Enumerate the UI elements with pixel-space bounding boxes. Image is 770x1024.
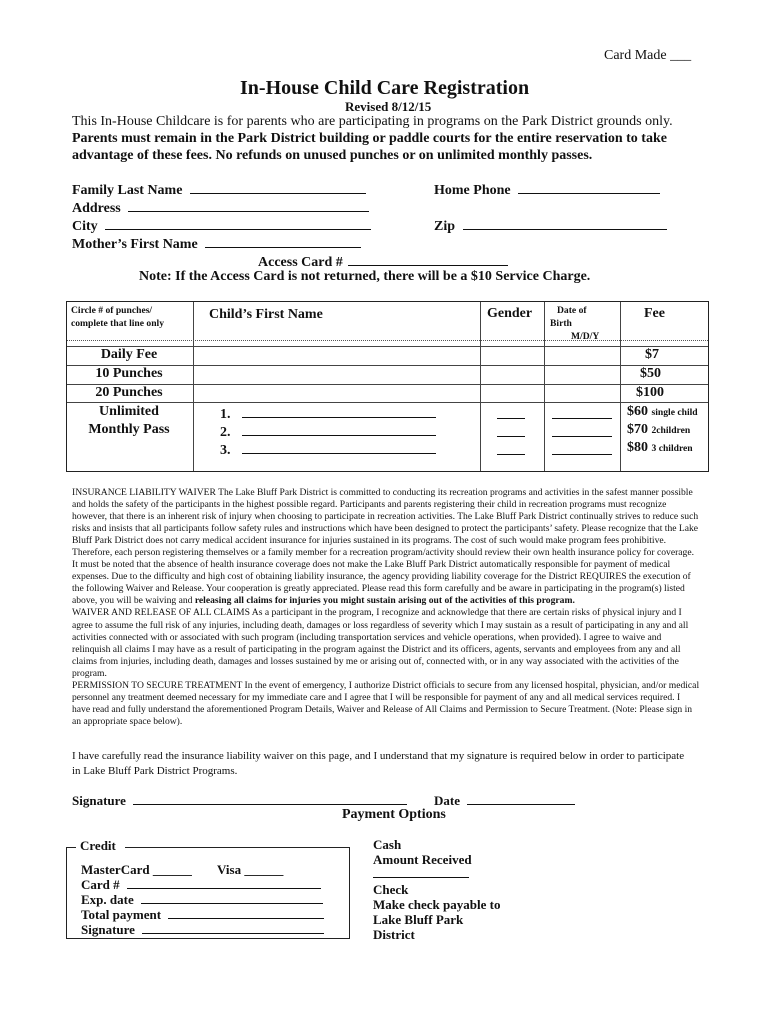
table-divider <box>620 302 621 471</box>
credit-box-top-right <box>125 847 350 848</box>
visa-option[interactable]: Visa ______ <box>217 862 284 877</box>
child-3-dob-line[interactable] <box>552 441 612 455</box>
credit-label: Credit <box>80 838 116 853</box>
home-phone-line[interactable] <box>518 180 660 194</box>
city-label: City <box>72 219 98 234</box>
intro-line-2: Parents must remain in the Park District building or paddle courts for the entire reservation to take <box>72 131 667 146</box>
revised-date: Revised 8/12/15 <box>345 99 432 114</box>
family-last-name-line[interactable] <box>190 180 366 194</box>
child-3-name-line[interactable] <box>242 440 436 454</box>
card-number-label: Card # <box>81 877 120 892</box>
table-row-divider <box>67 402 708 403</box>
table-divider <box>544 302 545 471</box>
exp-date-line[interactable] <box>141 892 323 904</box>
insurance-liability-waiver-bold: releasing all claims for injuries you might sustain arising out of the activities of this program. <box>194 595 575 607</box>
fee-two-children-note: 2children <box>651 425 691 436</box>
page-title: In-House Child Care Registration <box>240 77 530 99</box>
total-payment-label: Total payment <box>81 907 162 922</box>
mothers-first-name-label: Mother’s First Name <box>72 237 198 252</box>
credit-signature-label: Signature <box>81 922 135 937</box>
child-3-gender-line[interactable] <box>497 441 525 455</box>
row-label-unlimited[interactable]: Unlimited <box>99 404 159 419</box>
insurance-liability-waiver <box>72 487 700 607</box>
mothers-first-name-field[interactable] <box>72 234 361 253</box>
header-gender: Gender <box>487 306 533 321</box>
fee-three-children-amount: $80 <box>627 440 648 455</box>
credit-signature-line[interactable] <box>142 922 324 934</box>
amount-received-label: Amount Received <box>373 852 472 867</box>
amount-received-line[interactable] <box>373 867 469 878</box>
home-phone-label: Home Phone <box>434 183 511 198</box>
insurance-liability-waiver-body: INSURANCE LIABILITY WAIVER The Lake Bluff Park District is committed to conducting its recreation programs and activities in the safest manner possible and holds the safety of the participants in the highest possible regard. Participants and parents registering their child in recreation programs must recognize however, that there is an inherent risk of injury when choosing to participate in recreation activities. The Lake Bluff Park District continually strives to reduce such risks and insists that all participants follow safety rules and instructions which have been designed to protect the participants’ safety. Please recognize that the Lake Bluff Park District does not carry medical accident insurance for injuries sustained in its programs. The cost of such would make program fees prohibitive. Therefore, each person registering themselves or a family member for a recreation program/activity should review their own health insurance policy for coverage. It must be noted that the absence of health insurance coverage does not make the Lake Bluff Park District automatically responsible for payment of medical expenses. Due to the difficulty and high cost of obtaining liability insurance, the agency providing liability coverage for the District REQUIRES the execution of the following Waiver and Release. Your cooperation is greatly appreciated. Please read this form carefully and be aware in participating in the program(s) listed above, you will be waiving and <box>72 487 699 607</box>
address-label: Address <box>72 201 121 216</box>
check-payable-line-2: Lake Bluff Park <box>373 912 464 927</box>
header-birth: Birth <box>550 318 572 329</box>
date-line[interactable] <box>467 791 575 805</box>
family-last-name-label: Family Last Name <box>72 183 183 198</box>
row-label-10-punches[interactable]: 10 Punches <box>95 366 163 381</box>
row-label-monthly-pass[interactable]: Monthly Pass <box>88 422 170 437</box>
row-label-daily-fee[interactable]: Daily Fee <box>100 347 158 362</box>
child-1-gender-line[interactable] <box>497 405 525 419</box>
child-1-name-line[interactable] <box>242 404 436 418</box>
header-date-of: Date of <box>557 305 587 316</box>
child-2-dob-line[interactable] <box>552 423 612 437</box>
zip-label: Zip <box>434 219 456 234</box>
fee-two-children-amount: $70 <box>627 422 648 437</box>
fee-daily: $7 <box>645 347 659 362</box>
city-line[interactable] <box>105 216 371 230</box>
fee-two-children <box>627 422 690 438</box>
exp-date-field[interactable] <box>81 892 323 908</box>
fee-three-children-note: 3 children <box>651 443 693 454</box>
waiver-text <box>72 487 700 728</box>
access-card-line[interactable] <box>348 252 508 266</box>
total-payment-line[interactable] <box>168 907 324 919</box>
child-1-number: 1. <box>220 407 231 422</box>
address-field[interactable] <box>72 198 369 217</box>
signature-label: Signature <box>72 793 126 808</box>
address-line[interactable] <box>128 198 369 212</box>
fee-single-child-note: single child <box>651 407 698 418</box>
card-made-field[interactable]: Card Made ___ <box>604 48 692 63</box>
child-1-dob-line[interactable] <box>552 405 612 419</box>
child-3-number: 3. <box>220 443 231 458</box>
intro-line-1: This In-House Childcare is for parents who are participating in programs on the Park District grounds only. <box>72 114 673 129</box>
exp-date-label: Exp. date <box>81 892 134 907</box>
date-label: Date <box>434 793 460 808</box>
row-label-20-punches[interactable]: 20 Punches <box>95 385 163 400</box>
waiver-and-release: WAIVER AND RELEASE OF ALL CLAIMS As a participant in the program, I recognize and acknowledge that there are certain risks of physical injury and I agree to assume the full risk of any injuries, including death, damages or loss regardless of severity which I may sustain as a result of participating in any and all activities connected with or associated with such program (including transportation services and vehicle operations, when provided). I agree to waive and relinquish all claims I may have as a result of participating in the program against the District and its officers, agents, servants and employees from any and all claims from injuries, including death, damages and losses sustained by me or arising out of, connected with, or in any way associated with the activities of the program. <box>72 607 689 679</box>
header-circle-punches: Circle # of punches/ complete that line only <box>71 305 164 329</box>
fee-single-child-amount: $60 <box>627 404 648 419</box>
signature-line[interactable] <box>133 791 407 805</box>
fee-20-punches: $100 <box>636 385 664 400</box>
intro-line-3: advantage of these fees. No refunds on unused punches or on unlimited monthly passes. <box>72 148 593 163</box>
table-divider <box>193 302 194 471</box>
header-fee: Fee <box>644 306 665 321</box>
child-2-name-line[interactable] <box>242 422 436 436</box>
mastercard-option[interactable]: MasterCard ______ <box>81 862 192 877</box>
table-header-divider <box>67 340 708 341</box>
header-mdy: M/D/Y <box>571 331 600 342</box>
home-phone-field[interactable] <box>434 180 660 199</box>
acknowledgement-text: I have carefully read the insurance liability waiver on this page, and I understand that my signature is required below in order to participate in Lake Bluff Park District Programs. <box>72 750 685 777</box>
fee-10-punches: $50 <box>640 366 661 381</box>
check-payable-line-1: Make check payable to <box>373 897 501 912</box>
child-2-number: 2. <box>220 425 231 440</box>
zip-line[interactable] <box>463 216 667 230</box>
check-label: Check <box>373 882 409 897</box>
fee-three-children <box>627 440 693 456</box>
child-3-name-field[interactable] <box>220 440 436 459</box>
child-2-gender-line[interactable] <box>497 423 525 437</box>
mothers-first-name-line[interactable] <box>205 234 361 248</box>
header-childs-first-name: Child’s First Name <box>209 307 323 322</box>
city-field[interactable] <box>72 216 371 235</box>
table-divider <box>480 302 481 471</box>
total-payment-field[interactable] <box>81 907 324 923</box>
fee-single-child <box>627 404 698 420</box>
cash-label: Cash <box>373 837 402 852</box>
check-payable-line-3: District <box>373 927 415 942</box>
zip-field[interactable] <box>434 216 667 235</box>
date-field[interactable] <box>434 791 575 809</box>
payment-options-title: Payment Options <box>342 807 446 822</box>
child-1-name-field[interactable] <box>220 404 436 423</box>
credit-box-top-left <box>66 847 76 848</box>
permission-to-secure-treatment: PERMISSION TO SECURE TREATMENT In the event of emergency, I authorize District officials to secure from any licensed hospital, physician, and/or medical personnel any treatment deemed necessary for my immediate care and I agree that I will be responsible for payment of any and all medical services required. I have read and fully understand the aforementioned Program Details, Waiver and Release of All Claims and Permission to Secure Treatment. (Note: Please sign in an appropriate space below). <box>72 679 700 727</box>
child-2-name-field[interactable] <box>220 422 436 441</box>
access-card-note: Note: If the Access Card is not returned, there will be a $10 Service Charge. <box>139 269 591 284</box>
credit-signature-field[interactable] <box>81 922 324 938</box>
card-number-line[interactable] <box>127 877 321 889</box>
family-last-name-field[interactable] <box>72 180 366 199</box>
access-card-label: Access Card # <box>258 255 343 270</box>
card-number-field[interactable] <box>81 877 321 893</box>
